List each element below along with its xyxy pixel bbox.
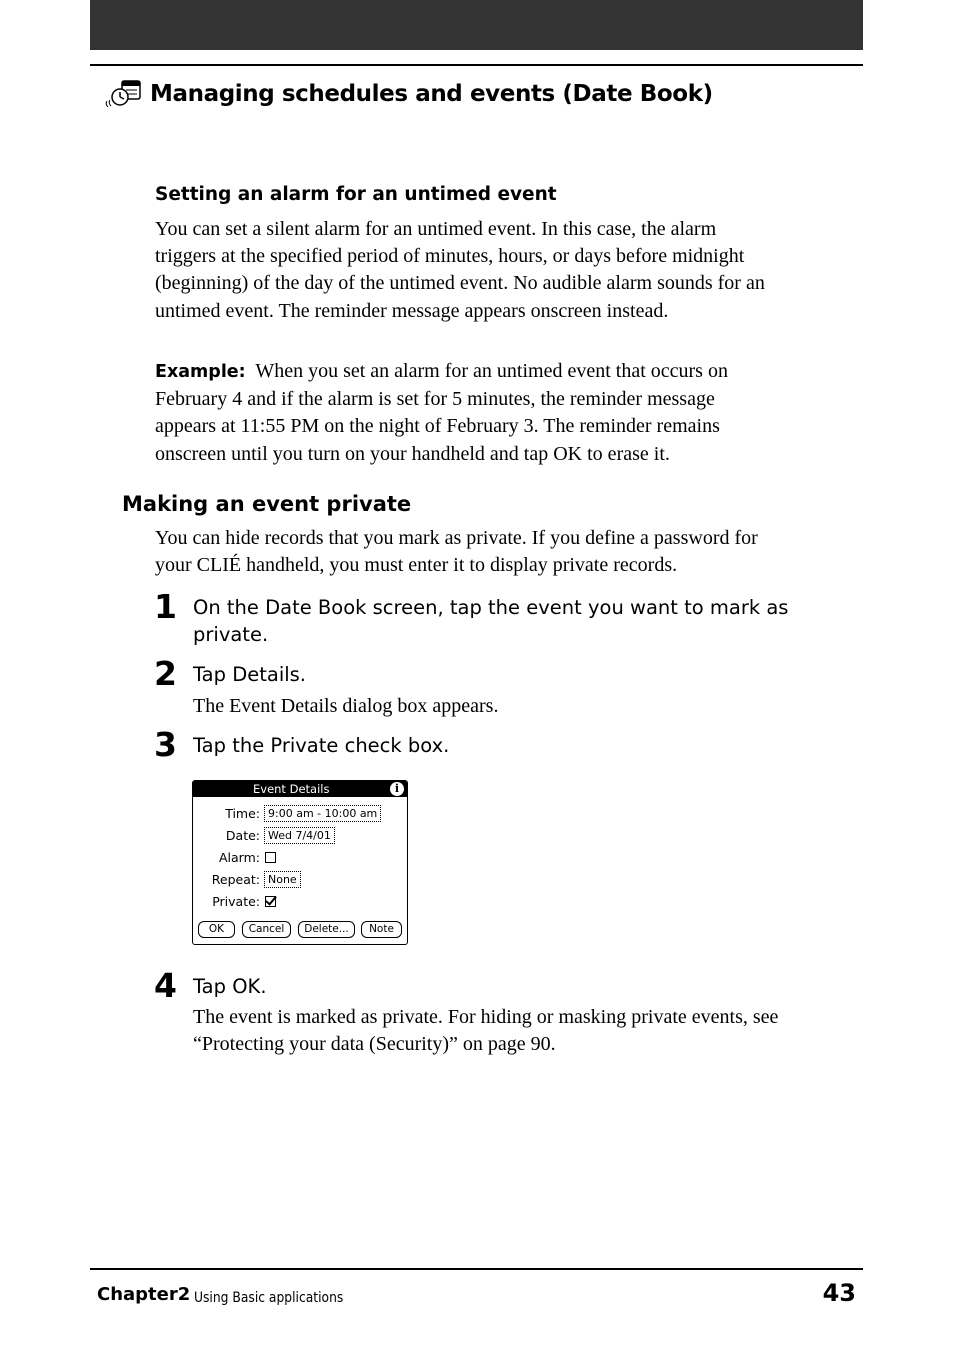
- step-note-line: The event is marked as private. For hiding or masking private events, see: [193, 1006, 779, 1028]
- step-note: [193, 1004, 778, 1058]
- alarm-label: Alarm:: [219, 849, 260, 865]
- example-label: Example:: [155, 362, 246, 382]
- footer-rule: [90, 1268, 863, 1270]
- repeat-row: [193, 870, 301, 888]
- cancel-button[interactable]: Cancel: [242, 921, 291, 938]
- step-line: Tap OK.: [193, 975, 267, 998]
- page-title-row: [104, 76, 713, 112]
- repeat-field[interactable]: None: [264, 871, 301, 888]
- step-note-line: “Protecting your data (Security)” on page 90.: [193, 1033, 556, 1056]
- private-label: Private:: [212, 893, 260, 909]
- alarm-section-heading: Setting an alarm for an untimed event: [155, 184, 557, 205]
- date-field[interactable]: Wed 7/4/01: [264, 827, 335, 844]
- step-text: [193, 594, 788, 648]
- time-row: [193, 804, 381, 822]
- datebook-icon: [104, 79, 144, 109]
- body-line: (beginning) of the day of the untimed event. No audible alarm sounds for an: [155, 272, 765, 295]
- example-line: February 4 and if the alarm is set for 5 minutes, the reminder message: [155, 388, 715, 411]
- date-label: Date:: [225, 827, 260, 843]
- note-button[interactable]: Note: [361, 921, 402, 938]
- dialog-title: Event Details: [253, 782, 330, 796]
- page-number: 43: [822, 1279, 856, 1307]
- step-number: 1: [154, 587, 177, 626]
- body-line: triggers at the specified period of minutes, hours, or days before midnight: [155, 245, 745, 268]
- ok-button[interactable]: OK: [198, 921, 235, 938]
- date-row: [193, 826, 335, 844]
- example-line: When you set an alarm for an untimed event that occurs on: [255, 360, 728, 382]
- repeat-label: Repeat:: [211, 871, 260, 887]
- private-row: [193, 892, 276, 910]
- alarm-row: [193, 848, 276, 866]
- footer-subtitle: Using Basic applications: [194, 1290, 344, 1306]
- header-rule: [90, 64, 863, 66]
- step-text: [193, 661, 306, 688]
- alarm-checkbox[interactable]: [265, 852, 276, 863]
- event-details-dialog: [192, 780, 408, 945]
- step-text: [193, 732, 449, 759]
- step-line: On the Date Book screen, tap the event you want to mark as: [193, 596, 789, 619]
- time-label: Time:: [225, 805, 260, 821]
- alarm-section-body: [155, 216, 765, 325]
- step-note: [193, 693, 498, 720]
- footer-chapter: Chapter2: [97, 1284, 191, 1305]
- example-line: onscreen until you turn on your handheld and tap OK to erase it.: [155, 442, 670, 465]
- step-line: Tap the Private check box.: [193, 734, 450, 757]
- step-number: 2: [154, 654, 177, 693]
- body-line: untimed event. The reminder message appears onscreen instead.: [155, 299, 669, 322]
- step-number: 3: [154, 725, 177, 764]
- private-section-heading: Making an event private: [122, 492, 412, 516]
- private-checkbox[interactable]: [265, 896, 276, 907]
- step-note-line: The Event Details dialog box appears.: [193, 695, 499, 717]
- step-line: Tap Details.: [193, 663, 307, 686]
- example-paragraph: [155, 358, 728, 468]
- page-title: Managing schedules and events (Date Book): [150, 81, 713, 107]
- step-text: [193, 973, 267, 1000]
- body-line: You can set a silent alarm for an untimed event. In this case, the alarm: [155, 218, 717, 240]
- header-bar: [90, 0, 863, 50]
- example-line: appears at 11:55 PM on the night of February 3. The reminder remains: [155, 415, 720, 438]
- info-icon[interactable]: i: [390, 782, 404, 796]
- step-number: 4: [154, 966, 177, 1005]
- time-field[interactable]: 9:00 am - 10:00 am: [264, 805, 381, 822]
- intro-line: your CLIÉ handheld, you must enter it to display private records.: [155, 554, 678, 577]
- step-line: private.: [193, 623, 269, 646]
- private-section-intro: [155, 525, 758, 579]
- delete-button[interactable]: Delete...: [298, 921, 355, 938]
- intro-line: You can hide records that you mark as private. If you define a password for: [155, 527, 758, 549]
